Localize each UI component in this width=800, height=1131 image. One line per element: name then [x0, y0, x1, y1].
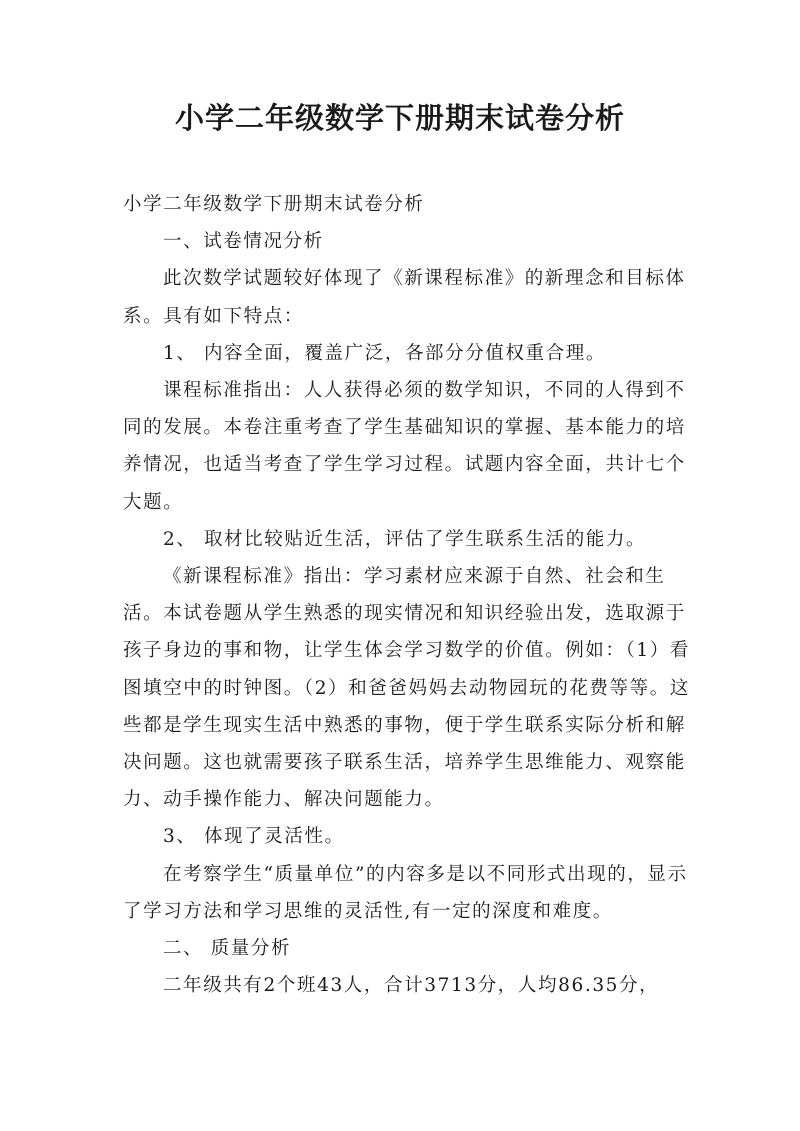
document-title: 小学二年级数学下册期末试卷分析	[174, 101, 625, 135]
list-item-1: 1、 内容全面，覆盖广泛，各部分分值权重合理。	[163, 342, 606, 364]
paragraph: 二年级共有2个班43人，合计3713分，人均86.35分，	[163, 975, 660, 997]
paragraph: 此次数学试题较好体现了《新课程标准》的新理念和目标体系。具有如下特点：	[123, 268, 686, 327]
list-item-2: 2、 取材比较贴近生活，评估了学生联系生活的能力。	[163, 528, 647, 550]
section-heading-1: 一、试卷情况分析	[163, 231, 324, 253]
subtitle-paragraph: 小学二年级数学下册期末试卷分析	[123, 194, 425, 215]
document-body	[123, 186, 693, 1004]
paragraph: 《新课程标准》指出：学习素材应来源于自然、社会和生活。本试卷题从学生熟悉的现实情况和知识经验出发，选取源于孩子身边的事和物，让学生体会学习数学的价值。例如：（1）看图填空中的时钟图。（2）和爸爸妈妈去动物园玩的花费等等。这些都是学生现实生活中熟悉的事物，便于学生联系实际分析和解决问题。这也就需要孩子联系生活，培养学生思维能力、观察能力、动手操作能力、解决问题能力。	[123, 566, 690, 811]
section-heading-2: 二、 质量分析	[163, 938, 292, 960]
list-item-3: 3、 体现了灵活性。	[163, 826, 345, 848]
paragraph: 在考察学生“质量单位”的内容多是以不同形式出现的，显示了学习方法和学习思维的灵活性,有一定的深度和难度。	[123, 863, 688, 922]
paragraph: 课程标准指出：人人获得必须的数学知识，不同的人得到不同的发展。本卷注重考查了学生基础知识的掌握、基本能力的培养情况，也适当考查了学生学习过程。试题内容全面，共计七个大题。	[123, 380, 686, 513]
